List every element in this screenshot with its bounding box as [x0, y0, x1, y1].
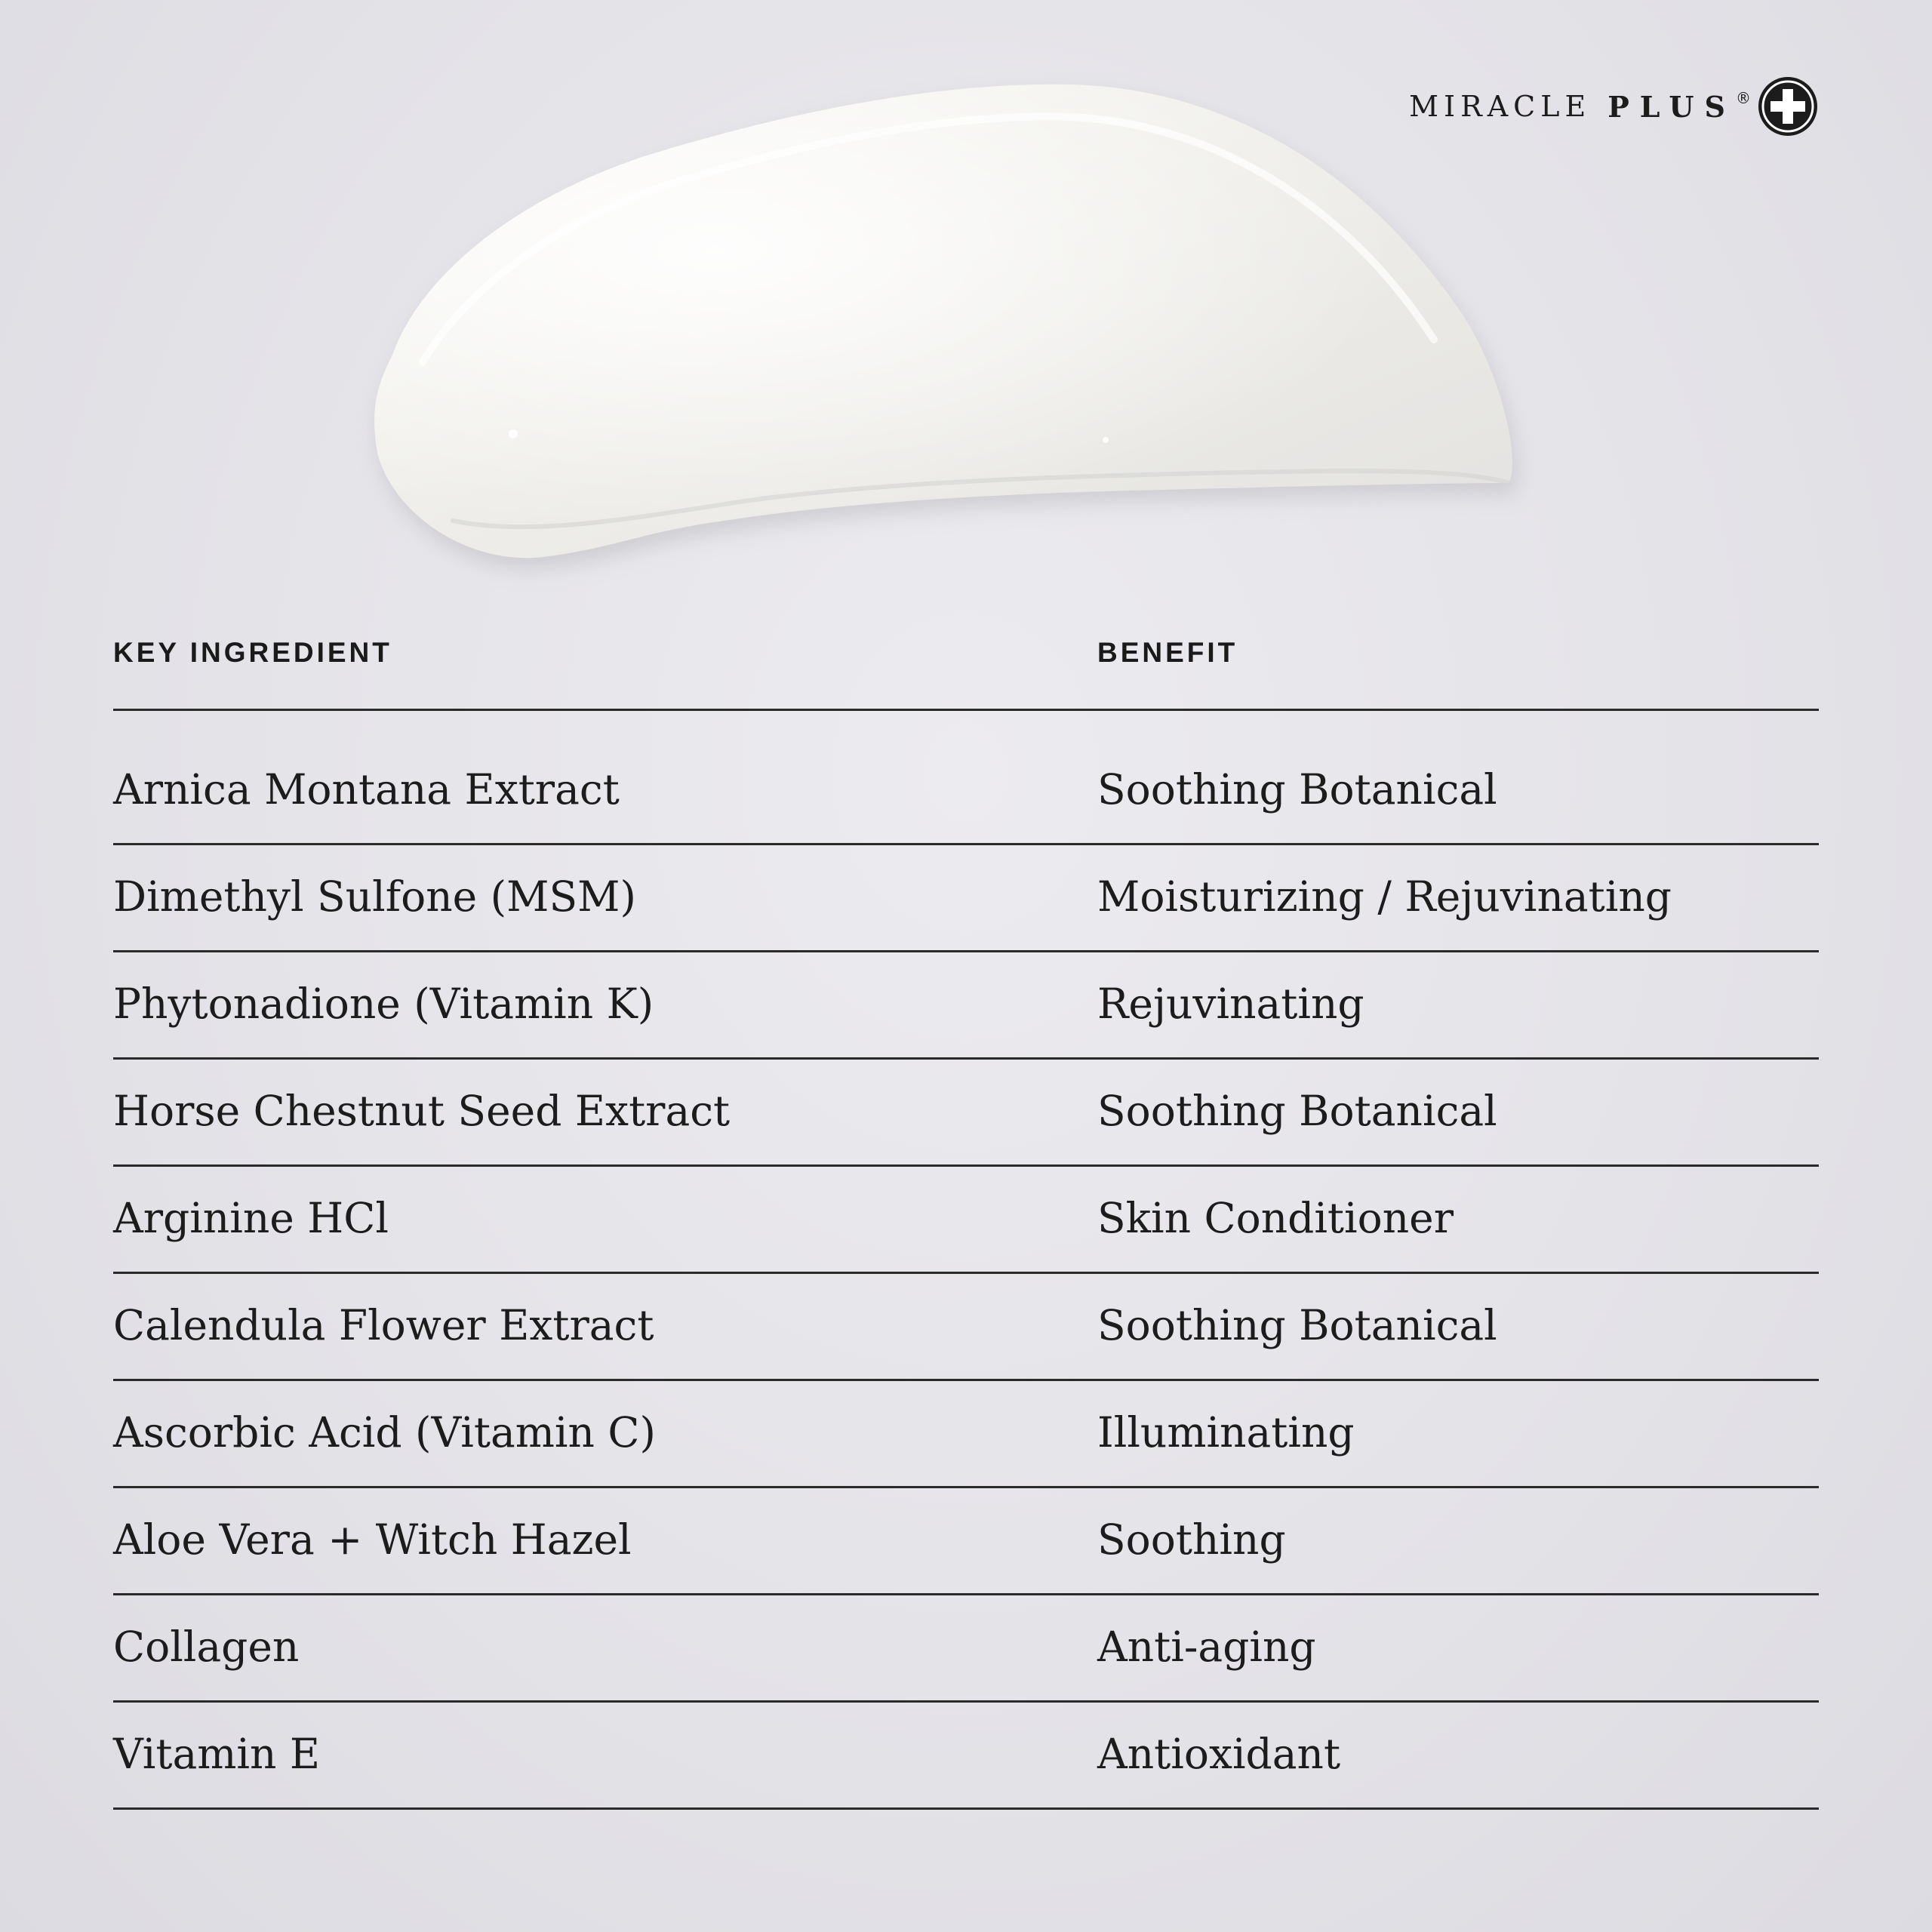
- table-row: [113, 845, 1819, 952]
- table-row: [113, 1595, 1819, 1703]
- header-key-ingredient: KEY INGREDIENT: [113, 637, 392, 668]
- brand-name-light: MIRACLE: [1409, 90, 1592, 123]
- benefit-cell: Moisturizing / Rejuvinating: [1097, 872, 1672, 921]
- ingredient-cell: Phytonadione (Vitamin K): [113, 980, 654, 1028]
- benefit-cell: Skin Conditioner: [1097, 1194, 1454, 1242]
- benefit-cell: Anti-aging: [1097, 1623, 1316, 1671]
- benefit-cell: Rejuvinating: [1097, 980, 1364, 1028]
- ingredient-cell: Collagen: [113, 1623, 300, 1671]
- table-row: [113, 1488, 1819, 1595]
- table-row: [113, 1060, 1819, 1167]
- ingredient-cell: Horse Chestnut Seed Extract: [113, 1087, 731, 1135]
- ingredient-cell: Aloe Vera + Witch Hazel: [113, 1515, 632, 1564]
- benefit-cell: Soothing Botanical: [1097, 765, 1497, 814]
- brand-logo: [1409, 75, 1819, 137]
- benefit-cell: Illuminating: [1097, 1408, 1355, 1457]
- benefit-cell: Antioxidant: [1097, 1730, 1341, 1778]
- table-row: [113, 1167, 1819, 1274]
- cross-in-circle-icon: [1757, 75, 1819, 137]
- table-row: [113, 738, 1819, 845]
- registered-mark: ®: [1736, 89, 1751, 107]
- table-row: [113, 1381, 1819, 1488]
- ingredient-cell: Dimethyl Sulfone (MSM): [113, 872, 636, 921]
- ingredient-cell: Ascorbic Acid (Vitamin C): [113, 1408, 656, 1457]
- ingredient-cell: Arginine HCl: [113, 1194, 389, 1242]
- ingredient-cell: Arnica Montana Extract: [113, 765, 620, 814]
- benefit-cell: Soothing Botanical: [1097, 1087, 1497, 1135]
- header-benefit: BENEFIT: [1097, 637, 1238, 668]
- benefit-cell: Soothing: [1097, 1515, 1286, 1564]
- ingredient-cell: Calendula Flower Extract: [113, 1301, 654, 1349]
- table-header-row: [113, 626, 1819, 711]
- ingredient-cell: Vitamin E: [113, 1730, 321, 1778]
- table-row: [113, 952, 1819, 1060]
- benefit-cell: Soothing Botanical: [1097, 1301, 1497, 1349]
- ingredient-table: [113, 626, 1819, 1810]
- table-row: [113, 1274, 1819, 1381]
- table-row: [113, 1703, 1819, 1810]
- brand-name-bold: PLUS: [1607, 89, 1736, 124]
- table-spacer: [113, 711, 1819, 738]
